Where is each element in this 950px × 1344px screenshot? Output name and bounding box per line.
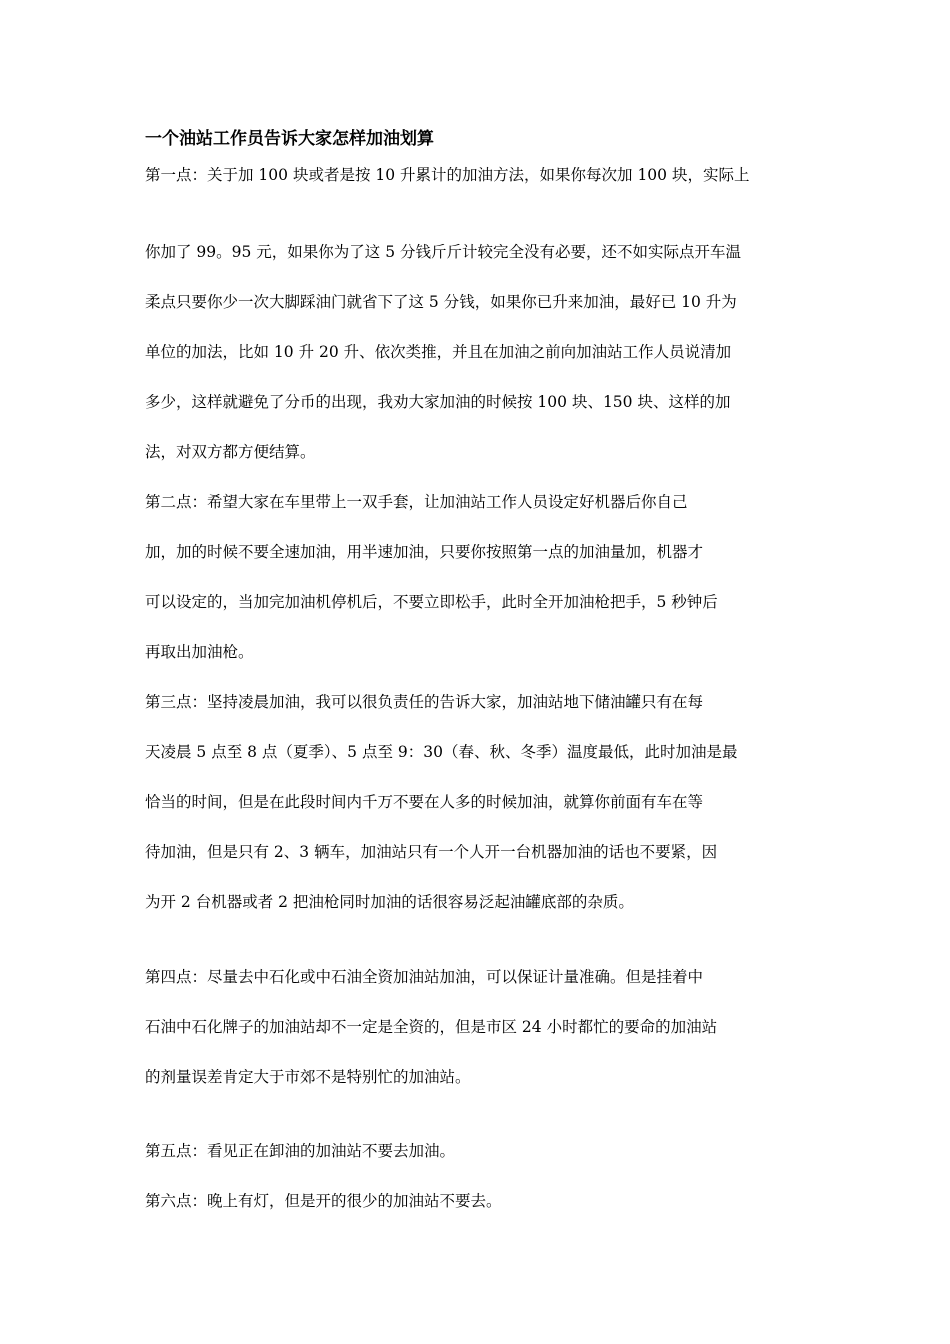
paragraph-line: 第三点：坚持凌晨加油，我可以很负责任的告诉大家，加油站地下储油罐只有在每 xyxy=(145,693,704,711)
paragraph-line: 的剂量误差肯定大于市郊不是特别忙的加油站。 xyxy=(145,1068,471,1086)
paragraph-line: 恰当的时间，但是在此段时间内千万不要在人多的时候加油，就算你前面有车在等 xyxy=(145,793,704,811)
paragraph-line: 待加油，但是只有 2、3 辆车，加油站只有一个人开一台机器加油的话也不要紧，因 xyxy=(145,843,718,861)
paragraph-line: 多少，这样就避免了分币的出现，我劝大家加油的时候按 100 块、150 块、这样的加 xyxy=(145,393,731,411)
paragraph-line: 石油中石化牌子的加油站却不一定是全资的，但是市区 24 小时都忙的要命的加油站 xyxy=(145,1018,718,1036)
paragraph-line: 第六点：晚上有灯，但是开的很少的加油站不要去。 xyxy=(145,1192,502,1210)
paragraph-line: 第五点：看见正在卸油的加油站不要去加油。 xyxy=(145,1142,456,1160)
paragraph-line: 加，加的时候不要全速加油，用半速加油，只要你按照第一点的加油量加，机器才 xyxy=(145,543,704,561)
paragraph-line: 第四点：尽量去中石化或中石油全资加油站加油，可以保证计量准确。但是挂着中 xyxy=(145,968,704,986)
paragraph-line: 单位的加法，比如 10 升 20 升、依次类推，并且在加油之前向加油站工作人员说清加 xyxy=(145,343,732,361)
paragraph-line: 天凌晨 5 点至 8 点（夏季）、5 点至 9：30（春、秋、冬季）温度最低，此时加油是最 xyxy=(145,743,738,761)
paragraph-line: 你加了 99。95 元，如果你为了这 5 分钱斤斤计较完全没有必要，还不如实际点开车温 xyxy=(145,243,742,261)
paragraph-line: 法，对双方都方便结算。 xyxy=(145,443,316,461)
paragraph-line: 可以设定的，当加完加油机停机后，不要立即松手，此时全开加油枪把手，5 秒钟后 xyxy=(145,593,718,611)
paragraph-line: 第二点：希望大家在车里带上一双手套，让加油站工作人员设定好机器后你自己 xyxy=(145,493,688,511)
paragraph-line: 柔点只要你少一次大脚踩油门就省下了这 5 分钱，如果你已升来加油，最好已 10 升为 xyxy=(145,293,737,311)
document-title: 一个油站工作员告诉大家怎样加油划算 xyxy=(145,129,434,149)
paragraph-line: 第一点：关于加 100 块或者是按 10 升累计的加油方法，如果你每次加 100 块，实际上 xyxy=(145,166,750,184)
paragraph-line: 再取出加油枪。 xyxy=(145,643,254,661)
paragraph-line: 为开 2 台机器或者 2 把油枪同时加油的话很容易泛起油罐底部的杂质。 xyxy=(145,893,634,911)
